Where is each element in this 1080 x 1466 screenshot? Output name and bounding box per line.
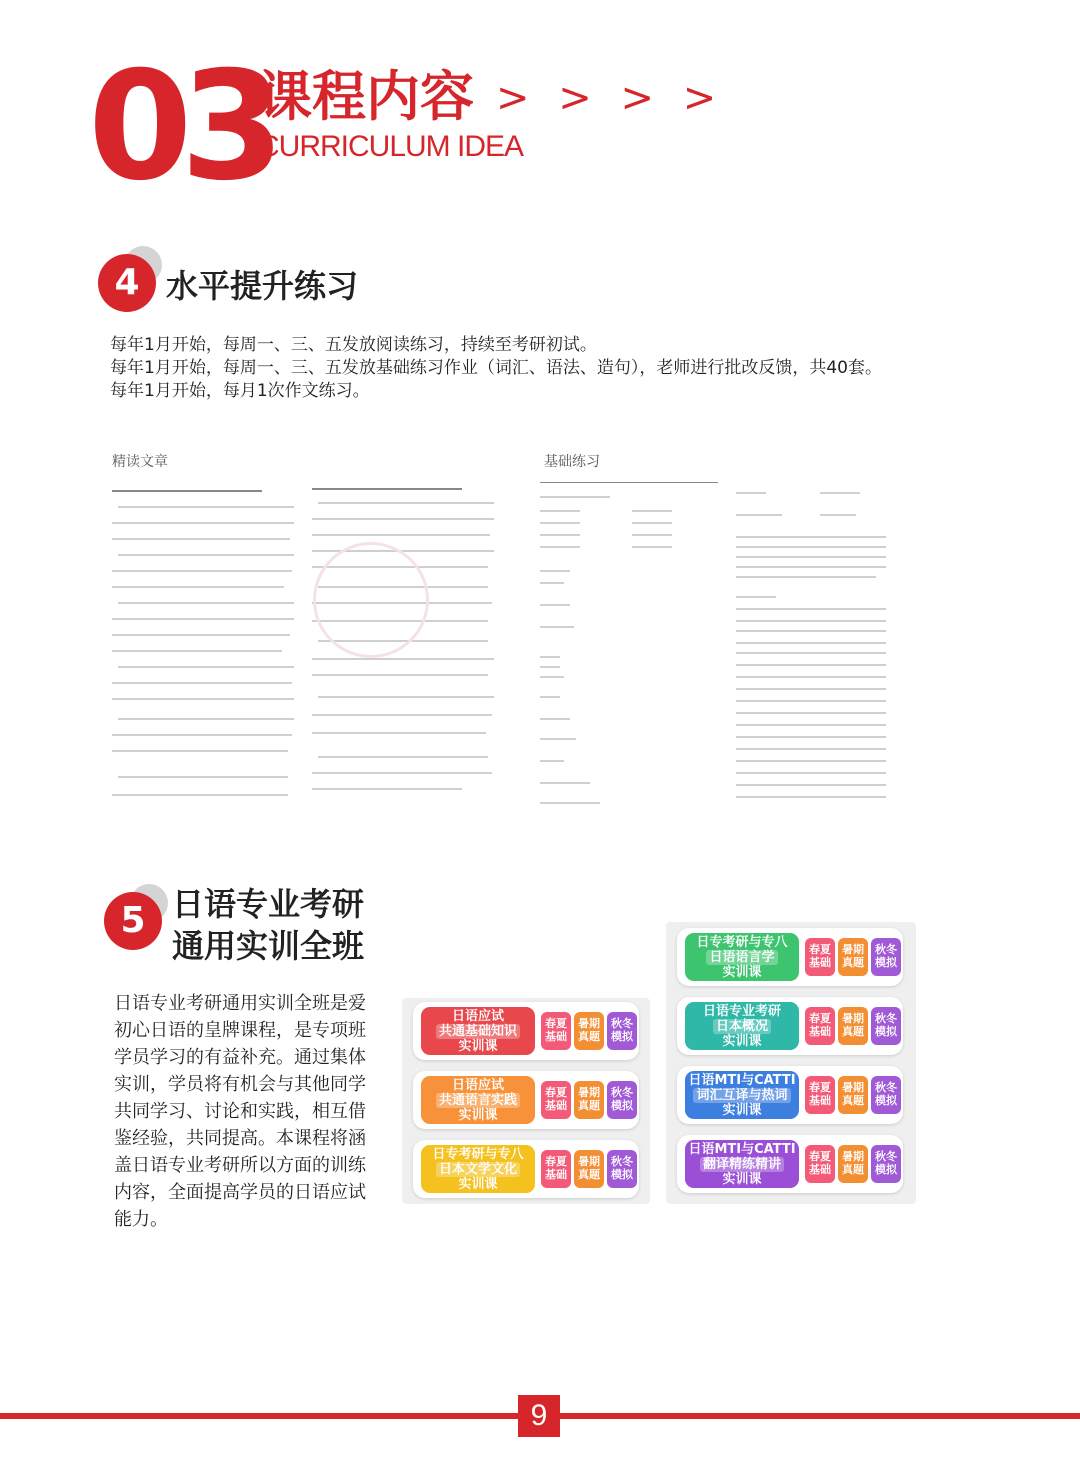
course-card-tag: 暑期真题 [838, 938, 868, 976]
course-panel-right [666, 922, 916, 1204]
course-card-tag: 暑期真题 [838, 1076, 868, 1114]
section-5-title [172, 884, 364, 967]
thumb-label-reading: 精读文章 [112, 454, 168, 470]
description-line-1: 每年1月开始，每周一、三、五发放阅读练习，持续至考研初试。 [110, 335, 597, 355]
course-card-subtitle: 共通语言实践 [436, 1093, 520, 1108]
section-4-badge [98, 254, 168, 324]
course-card-tag: 暑期真题 [574, 1150, 604, 1188]
course-card-title [685, 1140, 799, 1188]
basic-practice-thumbnail [536, 480, 896, 810]
course-card-subtitle: 日语语言学 [706, 950, 777, 965]
course-card-title [421, 1145, 535, 1193]
section-5-description: 日语专业考研通用实训全班是爱初心日语的皇牌课程，是专项班学员学习的有益补充。通过集体实训，学员将有机会与其他同学共同学习、讨论和实践，相互借鉴经验，共同提高。本课程将涵盖日语专业考研所以方面的训练内容，全面提高学员的日语应试能力。 [114, 993, 366, 1230]
course-card-tag: 暑期真题 [838, 1145, 868, 1183]
course-card-line: 实训课 [722, 1172, 762, 1187]
course-card-line: 日专考研与专八 [432, 1147, 524, 1162]
course-card-tag: 暑期真题 [574, 1012, 604, 1050]
course-card-tag: 秋冬模拟 [607, 1150, 637, 1188]
page-title: 课程内容 [258, 65, 474, 128]
description-line-3: 每年1月开始，每月1次作文练习。 [110, 381, 370, 401]
badge-number: 4 [98, 254, 156, 312]
course-card-line [685, 950, 799, 965]
course-card-line: 实训课 [458, 1177, 498, 1192]
course-card-line: 实训课 [458, 1108, 498, 1123]
course-card-title [685, 1002, 799, 1050]
course-card-line: 日语应试 [451, 1078, 504, 1093]
course-card-title [421, 1076, 535, 1124]
course-card-line [421, 1162, 535, 1177]
course-card-title [421, 1007, 535, 1055]
course-card-title [685, 1071, 799, 1119]
course-card [413, 1002, 639, 1060]
course-card-tag: 秋冬模拟 [607, 1012, 637, 1050]
course-card-line [685, 1088, 799, 1103]
badge-number: 5 [104, 892, 162, 950]
thumb-label-basics: 基础练习 [544, 454, 600, 470]
course-card [677, 1066, 903, 1124]
watermark-logo [313, 542, 429, 658]
course-card [677, 1135, 903, 1193]
section-5-badge [104, 892, 174, 962]
course-panel-left [402, 998, 650, 1204]
course-card-subtitle: 日本文学文化 [436, 1162, 520, 1177]
course-card-line: 实训课 [722, 1034, 762, 1049]
course-card-line: 日语MTI与CATTI [688, 1142, 796, 1157]
course-card-tag: 春夏基础 [541, 1150, 571, 1188]
course-card-line: 日语应试 [451, 1009, 504, 1024]
course-card-tag: 秋冬模拟 [871, 1007, 901, 1045]
course-card-title [685, 933, 799, 981]
course-card-tag: 春夏基础 [805, 938, 835, 976]
section-4-title: 水平提升练习 [166, 267, 359, 305]
page-number: 9 [518, 1395, 560, 1437]
section-number: 03 [88, 40, 273, 214]
course-card-line: 实训课 [458, 1039, 498, 1054]
course-card-line: 实训课 [722, 965, 762, 980]
course-card-tag: 秋冬模拟 [871, 938, 901, 976]
course-card-line [421, 1093, 535, 1108]
course-card-subtitle: 共通基础知识 [436, 1024, 520, 1039]
course-card [677, 928, 903, 986]
course-card-tag: 春夏基础 [541, 1081, 571, 1119]
course-card-line [421, 1024, 535, 1039]
course-card-line [685, 1019, 799, 1034]
section-5-title-line-2: 通用实训全班 [172, 926, 365, 965]
description-line-2: 每年1月开始，每周一、三、五发放基础练习作业（词汇、语法、造句），老师进行批改反馈，共40套。 [110, 358, 882, 378]
course-card-line: 日语MTI与CATTI [688, 1073, 796, 1088]
course-card-tag: 秋冬模拟 [871, 1076, 901, 1114]
chevron-right-icon: > > > > [496, 75, 725, 121]
course-card-line: 日专考研与专八 [696, 935, 788, 950]
course-card-tag: 暑期真题 [574, 1081, 604, 1119]
course-card-subtitle: 词汇互译与热词 [693, 1088, 790, 1103]
course-card-subtitle: 日本概况 [713, 1019, 771, 1034]
course-card-line [685, 1157, 799, 1172]
course-card-line: 日语专业考研 [702, 1004, 781, 1019]
section-4-description [110, 334, 882, 403]
course-card-tag: 秋冬模拟 [871, 1145, 901, 1183]
course-card-line: 实训课 [722, 1103, 762, 1118]
page-subtitle: CURRICULUM IDEA [258, 130, 524, 163]
course-card-tag: 春夏基础 [805, 1076, 835, 1114]
course-card [413, 1071, 639, 1129]
course-card-tag: 春夏基础 [541, 1012, 571, 1050]
course-card [413, 1140, 639, 1198]
course-card-tag: 秋冬模拟 [607, 1081, 637, 1119]
reading-article-thumbnail [108, 482, 498, 806]
course-card-subtitle: 翻译精练精讲 [700, 1157, 784, 1172]
course-card-tag: 暑期真题 [838, 1007, 868, 1045]
course-card-tag: 春夏基础 [805, 1145, 835, 1183]
section-5-title-line-1: 日语专业考研 [172, 885, 365, 923]
course-card-tag: 春夏基础 [805, 1007, 835, 1045]
course-card [677, 997, 903, 1055]
